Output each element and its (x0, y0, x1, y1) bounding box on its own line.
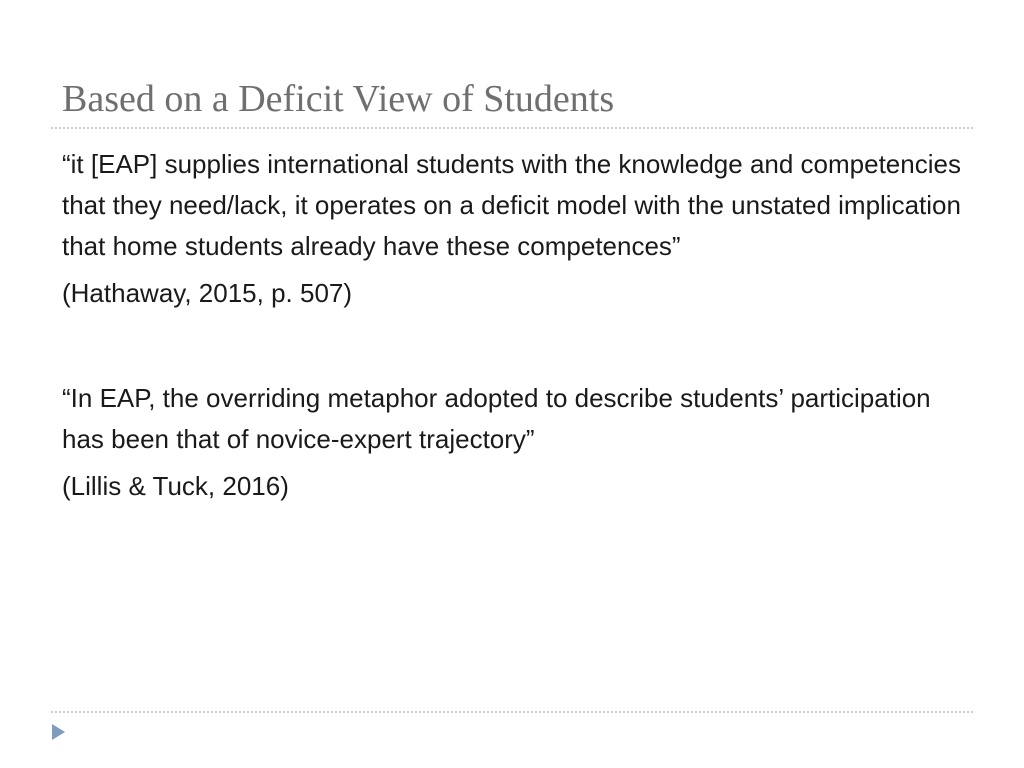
footer-divider (51, 711, 973, 713)
title-divider (51, 127, 973, 129)
quote-citation: (Hathaway, 2015, p. 507) (62, 278, 353, 308)
quote-text: “In EAP, the overriding metaphor adopted to describe students’ participation has been that of novice-expert trajectory” (62, 383, 931, 454)
quote-text: “it [EAP] supplies international students with the knowledge and competencies that they need/lack, it operates on a deficit model with the unstated implication that home students already have these competences” (62, 149, 961, 261)
quote-citation: (Lillis & Tuck, 2016) (62, 471, 289, 501)
slide-title: Based on a Deficit View of Students (62, 78, 615, 120)
block-spacer (62, 314, 972, 378)
quote-block (62, 144, 972, 314)
slide-body (62, 144, 972, 507)
play-arrow-icon[interactable] (52, 724, 65, 740)
quote-block (62, 378, 972, 507)
